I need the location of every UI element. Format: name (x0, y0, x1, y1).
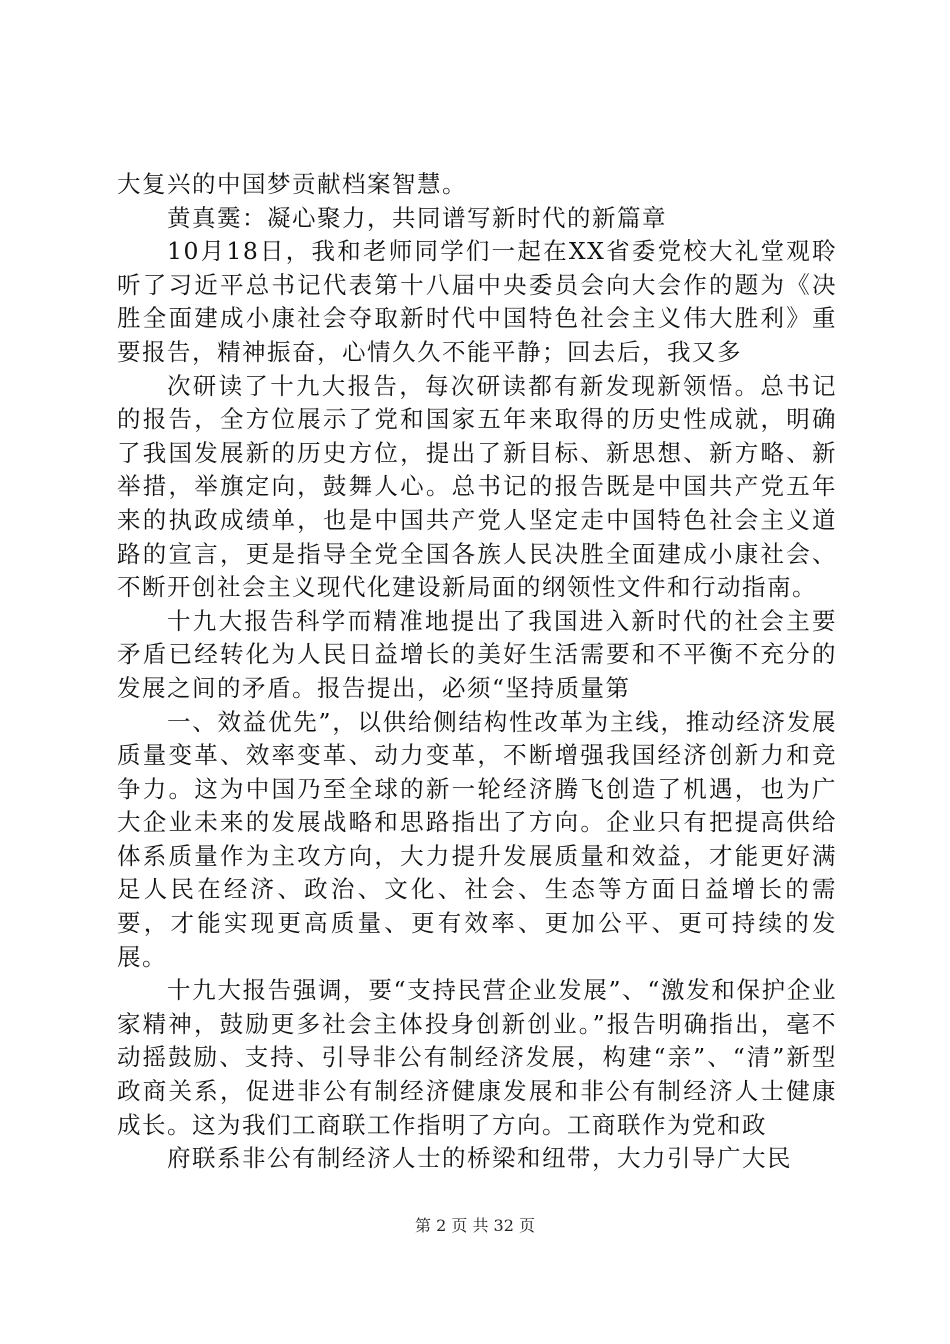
paragraph: 一、效益优先”，以供给侧结构性改革为主线，推动经济发展质量变革、效率变革、动力变革，不断增强我国经济创新力和竞争力。这为中国乃至全球的新一轮经济腾飞创造了机遇，也为广大企业未来的发展战略和思路指出了方向。企业只有把提高供给体系质量作为主攻方向，大力提升发展质量和效益，才能更好满足人民在经济、政治、文化、社会、生态等方面日益增长的需要，才能实现更高质量、更有效率、更加公平、更可持续的发展。 (117, 707, 837, 971)
paragraph: 府联系非公有制经济人士的桥梁和纽带，大力引导广大民 (167, 1144, 792, 1173)
paragraph: 十九大报告强调，要“支持民营企业发展”、“激发和保护企业家精神，鼓励更多社会主体投身创新创业。”报告明确指出，毫不动摇鼓励、支持、引导非公有制经济发展，构建“亲”、“清”新型政商关系，促进非公有制经济健康发展和非公有制经济人士健康成长。这为我们工商联工作指明了方向。工商联作为党和政 (117, 976, 837, 1139)
paragraph-continuation: 大复兴的中国梦贡献档案智慧。 (117, 170, 467, 198)
document-body (117, 168, 837, 1176)
paragraph: 十九大报告科学而精准地提出了我国进入新时代的社会主要矛盾已经转化为人民日益增长的美好生活需要和不平衡不充分的发展之间的矛盾。报告提出，必须“坚持质量第 (117, 606, 837, 702)
paragraph-heading: 黄真霙：凝心聚力，共同谱写新时代的新篇章 (167, 203, 667, 232)
page-number-footer: 第 2 页 共 32 页 (415, 1216, 535, 1235)
paragraph: 次研读了十九大报告，每次研读都有新发现新领悟。总书记的报告，全方位展示了党和国家五年来取得的历史性成就，明确了我国发展新的历史方位，提出了新目标、新思想、新方略、新举措，举旗定向，鼓舞人心。总书记的报告既是中国共产党五年来的执政成绩单，也是中国共产党人坚定走中国特色社会主义道路的宣言，更是指导全党全国各族人民决胜全面建成小康社会、不断开创社会主义现代化建设新局面的纲领性文件和行动指南。 (117, 371, 837, 602)
paragraph: 10月18日，我和老师同学们一起在XX省委党校大礼堂观聆听了习近平总书记代表第十八届中央委员会向大会作的题为《决胜全面建成小康社会夺取新时代中国特色社会主义伟大胜利》重要报告，精神振奋，心情久久不能平静；回去后，我又多 (117, 237, 837, 366)
